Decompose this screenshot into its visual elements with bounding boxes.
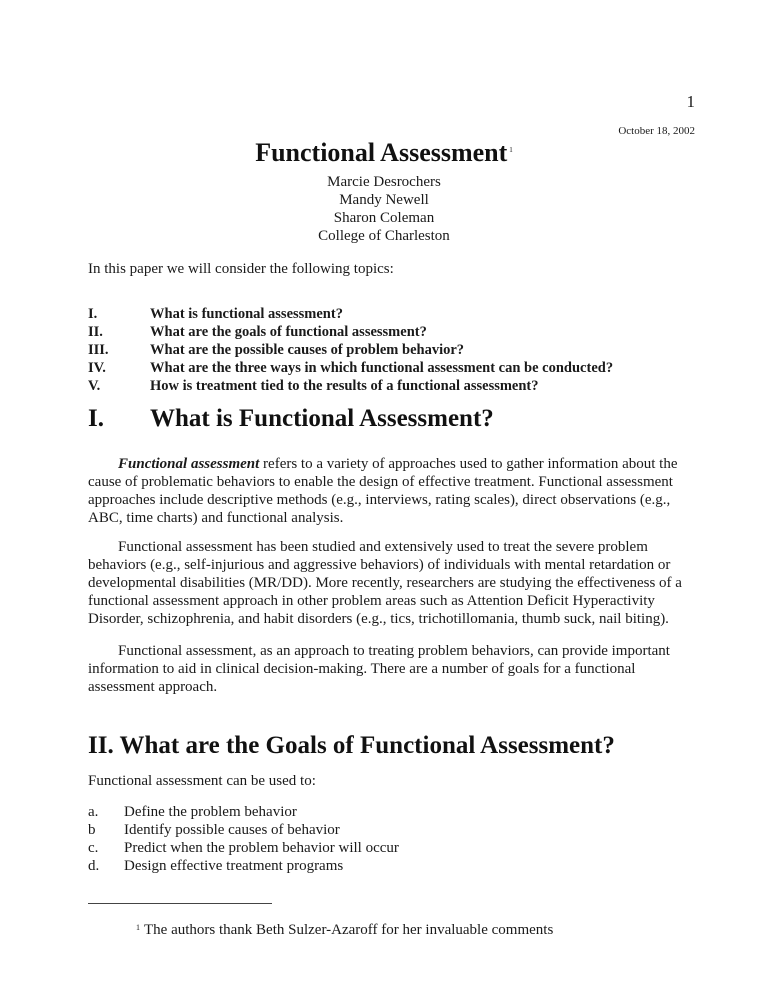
topic-text: What are the three ways in which functional assessment can be conducted? (150, 360, 614, 376)
topic-item (88, 359, 613, 377)
goals-lead-text: Functional assessment can be used to: (88, 773, 316, 789)
defined-term: Functional assessment (118, 456, 260, 472)
topic-item (88, 377, 613, 395)
topic-number: II. (88, 324, 103, 340)
footnote-separator (88, 903, 272, 904)
topic-number: III. (88, 342, 109, 358)
topic-text: How is treatment tied to the results of a functional assessment? (150, 378, 539, 394)
author-block (0, 173, 768, 245)
topic-number: IV. (88, 360, 106, 376)
goal-item (88, 839, 399, 857)
document-date: October 18, 2002 (618, 125, 695, 137)
footnote-mark: 1 (136, 923, 140, 932)
author-name: Marcie Desrochers (327, 174, 441, 190)
goal-item (88, 803, 399, 821)
author-name: Mandy Newell (339, 192, 429, 208)
goal-item (88, 857, 399, 875)
topic-text: What is functional assessment? (150, 306, 343, 322)
goal-text: Predict when the problem behavior will occur (124, 840, 399, 856)
topic-item (88, 341, 613, 359)
section-2-heading: II. What are the Goals of Functional Assessment? (88, 732, 615, 759)
goal-letter: c. (88, 840, 99, 856)
goal-text: Design effective treatment programs (124, 858, 344, 874)
document-title (0, 138, 768, 168)
topic-number: I. (88, 306, 98, 322)
goal-text: Define the problem behavior (124, 804, 297, 820)
goal-letter: a. (88, 804, 99, 820)
goal-text: Identify possible causes of behavior (124, 822, 340, 838)
topic-item (88, 305, 613, 323)
paragraph-transition (88, 642, 688, 696)
title-text: Functional Assessment (255, 138, 508, 167)
footnote-text: The authors thank Beth Sulzer-Azaroff for her invaluable comments (144, 922, 554, 938)
topic-item (88, 323, 613, 341)
section-1-heading (88, 405, 494, 433)
paragraph-text: Functional assessment has been studied and extensively used to treat the severe problem behaviors (e.g., self-injurious and aggressive behaviors) of individuals with mental retardation or developmental disabilities (MR/DD). More recently, researchers are studying the effectiveness of a functional assessment approach in other problem areas such as Attention Deficit Hyperactivity Disorder, schizophrenia, and habit disorders (e.g., tics, trichotillomania, thumb suck, nail biting). (88, 539, 682, 627)
topic-number: V. (88, 378, 101, 394)
paragraph-text: refers to a variety of approaches used to gather information about the cause of problematic behaviors to enable the design of effective treatment. Functional assessment approaches include descriptive methods (e.g., interviews, rating scales), direct observations (e.g., ABC, time charts) and functional analysis. (88, 456, 678, 526)
topic-list (88, 305, 613, 395)
page-number: 1 (686, 92, 695, 111)
paragraph-text: Functional assessment, as an approach to treating problem behaviors, can provide important information to aid in clinical decision-making. There are a number of goals for a functional assessment approach. (88, 643, 670, 695)
goal-item (88, 821, 399, 839)
topic-text: What are the possible causes of problem behavior? (150, 342, 465, 358)
section-number: I. (88, 405, 104, 432)
footnote (136, 922, 553, 939)
intro-text: In this paper we will consider the following topics: (88, 261, 394, 277)
goal-letter: d. (88, 858, 100, 874)
author-name: Sharon Coleman (333, 210, 435, 226)
paragraph-applications (88, 538, 688, 628)
goals-list (88, 803, 399, 875)
paragraph-definition (88, 455, 688, 527)
title-footnote-mark: 1 (509, 146, 513, 154)
topic-text: What are the goals of functional assessment? (150, 324, 427, 340)
section-title: What is Functional Assessment? (150, 405, 494, 432)
affiliation: College of Charleston (318, 228, 450, 244)
goal-letter: b (88, 822, 96, 838)
